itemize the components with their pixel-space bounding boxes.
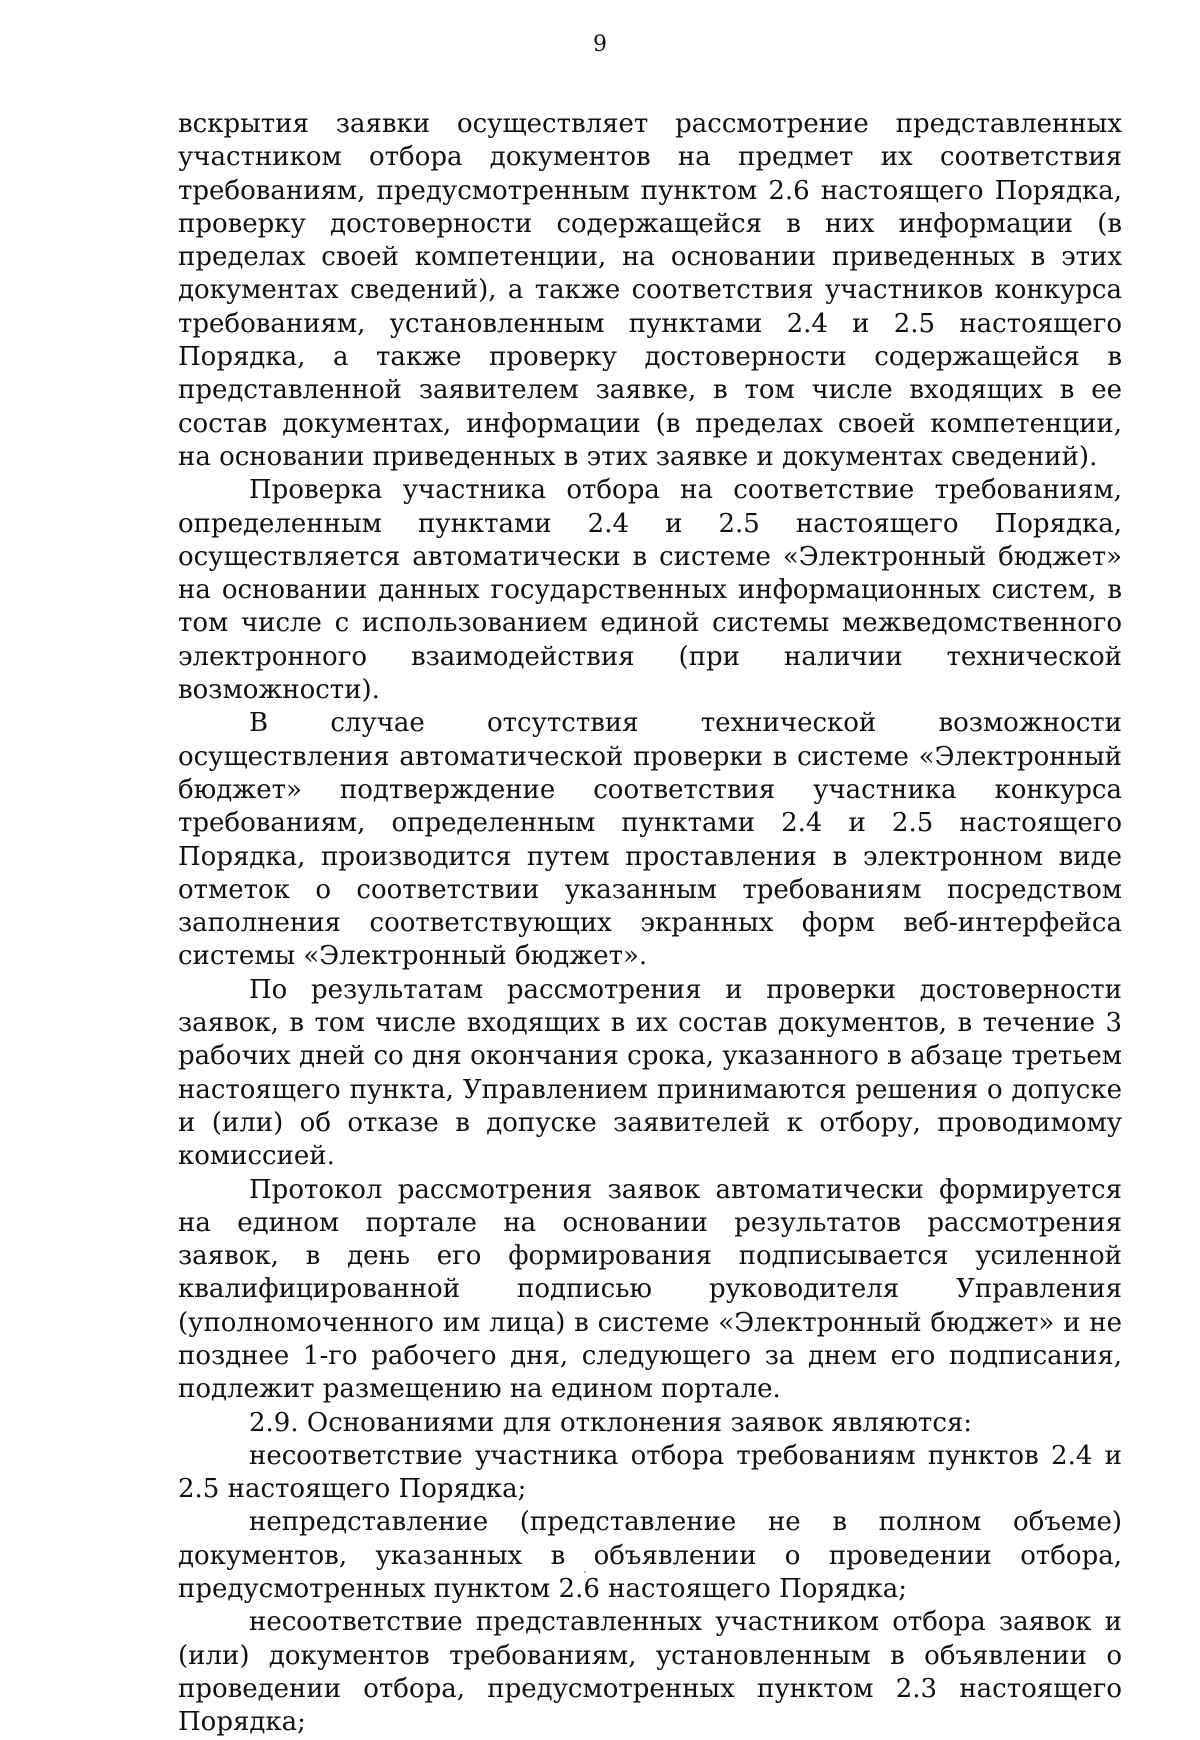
paragraph-rejection-ground-2: непредставление (представление не в полном объеме) документов, указанных в объявлении о проведении отбора, предусмотренных пунктом 2.6 настоящего Порядка; — [178, 1507, 1122, 1605]
paragraph-rejection-ground-1: несоответствие участника отбора требованиям пунктов 2.4 и 2.5 настоящего Порядка; — [178, 1440, 1122, 1505]
paragraph-protocol: Протокол рассмотрения заявок автоматически формируется на едином портале на основании результатов рассмотрения заявок, в день его формирования подписывается усиленной квалифицированной подписью руководителя Управления (уполномоченного им лица) в системе «Электронный бюджет» и не позднее 1-го рабочего дня, следующего за днем его подписания, подлежит размещению на едином портале. — [178, 1174, 1122, 1405]
paragraph-review-results: По результатам рассмотрения и проверки достоверности заявок, в том числе входящих в их состав документов, в течение 3 рабочих дней со дня окончания срока, указанного в абзаце третьем настоящего пункта, Управлением принимаются решения о допуске и (или) об отказе в допуске заявителей к отбору, проводимому комиссией. — [178, 974, 1122, 1172]
document-body — [178, 108, 1122, 1740]
paragraph-rejection-ground-3: несоответствие представленных участником отбора заявок и (или) документов требованиям, установленным в объявлении о проведении отбора, предусмотренных пунктом 2.3 настоящего Порядка; — [178, 1607, 1122, 1738]
scan-artifact-dot — [584, 1571, 586, 1573]
paragraph-manual-check: В случае отсутствия технической возможности осуществления автоматической проверки в системе «Электронный бюджет» подтверждение соответствия участника конкурса требованиям, определенным пунктами 2.4 и 2.5 настоящего Порядка, производится путем проставления в электронном виде отметок о соответствии указанным требованиям посредством заполнения соответствующих экранных форм веб-интерфейса системы «Электронный бюджет». — [178, 708, 1122, 972]
paragraph-continuation: вскрытия заявки осуществляет рассмотрение представленных участником отбора документов на предмет их соответствия требованиям, предусмотренным пунктом 2.6 настоящего Порядка, проверку достоверности содержащейся в них информации (в пределах своей компетенции, на основании приведенных в этих документах сведений), а также соответствия участников конкурса требованиям, установленным пунктами 2.4 и 2.5 настоящего Порядка, а также проверку достоверности содержащейся в представленной заявителем заявке, в том числе входящих в ее состав документах, информации (в пределах своей компетенции, на основании приведенных в этих заявке и документах сведений). — [178, 109, 1122, 472]
paragraph-rejection-grounds-heading: 2.9. Основаниями для отклонения заявок являются: — [249, 1407, 973, 1438]
paragraph-automatic-check: Проверка участника отбора на соответствие требованиям, определенным пунктами 2.4 и 2.5 настоящего Порядка, осуществляется автоматически в системе «Электронный бюджет» на основании данных государственных информационных систем, в том числе с использованием единой системы межведомственного электронного взаимодействия (при наличии технической возможности). — [178, 475, 1122, 706]
page-number: 9 — [593, 32, 607, 57]
